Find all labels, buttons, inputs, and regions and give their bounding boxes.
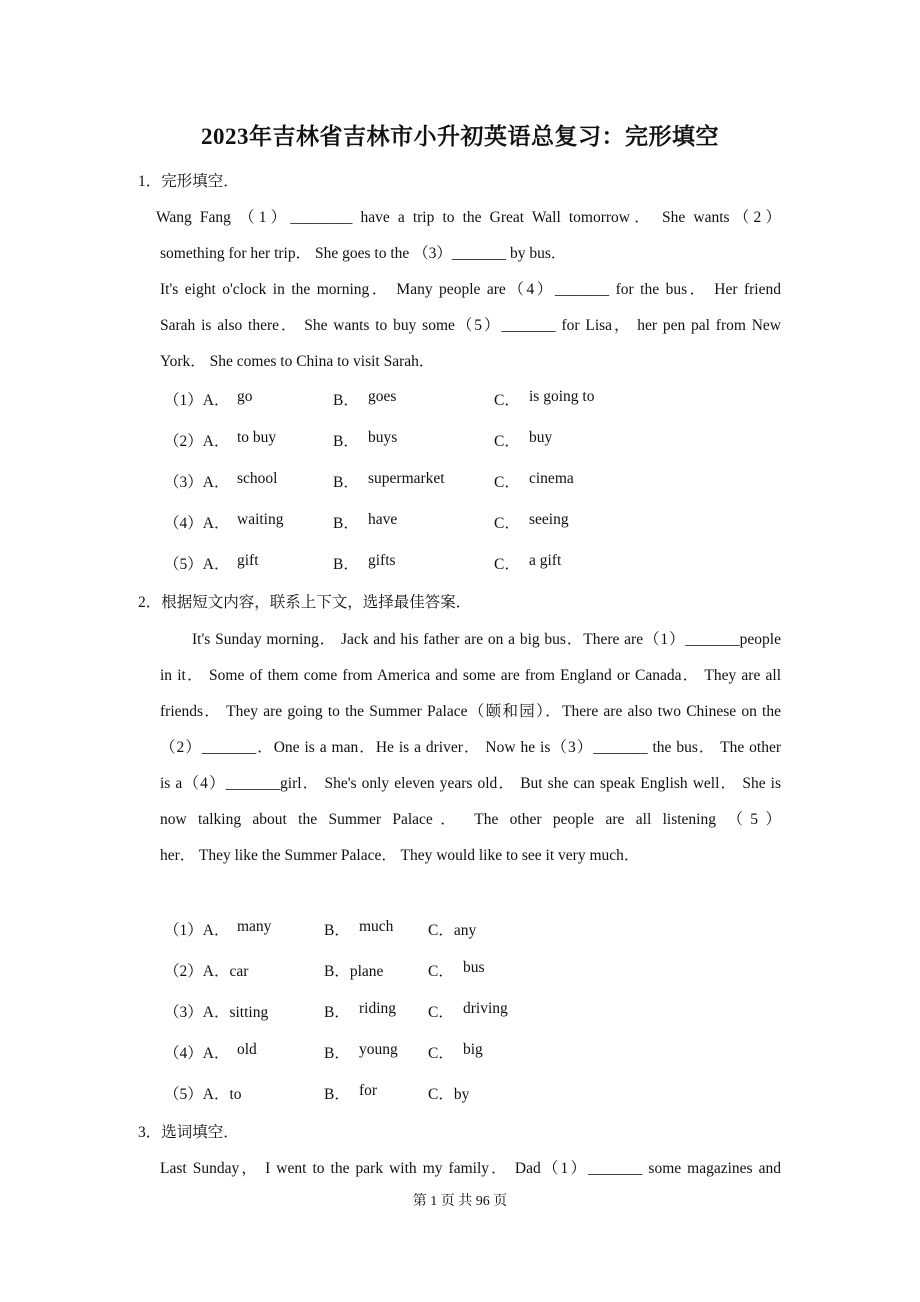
passage-line: in it． Some of them come from America and some are from England or Canada． They are all	[160, 667, 781, 684]
option-label: B．	[324, 1004, 350, 1021]
option-label: C．	[428, 1045, 454, 1062]
option-c[interactable]: seeing	[529, 511, 569, 528]
option-c[interactable]: is going to	[529, 388, 595, 405]
option-b[interactable]: have	[368, 511, 398, 528]
question-2-heading	[138, 590, 471, 612]
option-c[interactable]: a gift	[529, 552, 562, 569]
option-a[interactable]: many	[237, 918, 272, 935]
option-a[interactable]: gift	[237, 552, 259, 569]
option-a[interactable]: （2）A．car	[164, 963, 249, 980]
option-label: B．	[333, 556, 359, 573]
passage-line: now talking about the Summer Palace． The other people are all listening （5）	[160, 811, 781, 828]
option-a[interactable]: to buy	[237, 429, 277, 446]
passage-line: is a（4）_______girl． She's only eleven years old． But she can speak English well． She is	[160, 775, 781, 792]
passage-line: Last Sunday， I went to the park with my family． Dad（1）_______ some magazines and	[160, 1160, 781, 1177]
option-label: B．	[333, 474, 359, 491]
option-label: （4）A．	[164, 1045, 230, 1062]
option-b[interactable]: goes	[368, 388, 397, 405]
option-label: C．	[494, 474, 520, 491]
option-label: （2）A．	[164, 433, 230, 450]
option-label: C．	[494, 433, 520, 450]
option-label: B．	[324, 922, 350, 939]
option-a[interactable]: go	[237, 388, 253, 405]
option-label: （4）A．	[164, 515, 230, 532]
passage-line: Sarah is also there． She wants to buy some（5）_______ for Lisa， her pen pal from New	[160, 317, 781, 334]
option-label: （5）A．	[164, 556, 230, 573]
passage-line: Wang Fang （1）________ have a trip to the Great Wall tomorrow． She wants（2）	[156, 209, 781, 226]
option-c[interactable]: buy	[529, 429, 553, 446]
question-number: 3．	[138, 1124, 162, 1141]
passage-line: friends． They are going to the Summer Palace（颐和园）．There are also two Chinese on the	[160, 703, 781, 720]
option-label: （1）A．	[164, 392, 230, 409]
passage-line: her． They like the Summer Palace． They would like to see it very much．	[160, 847, 640, 864]
option-c[interactable]: C．by	[428, 1086, 470, 1103]
option-a[interactable]: （5）A．to	[164, 1086, 242, 1103]
question-number: 1．	[138, 173, 162, 190]
question-number: 2．	[138, 594, 162, 611]
option-b[interactable]: gifts	[368, 552, 396, 569]
option-label: B．	[333, 433, 359, 450]
option-label: C．	[494, 515, 520, 532]
question-instruction: 根据短文内容，联系上下文，选择最佳答案．	[161, 594, 472, 611]
question-instruction: 选词填空．	[161, 1124, 239, 1141]
option-c[interactable]: driving	[463, 1000, 508, 1017]
option-b[interactable]: buys	[368, 429, 398, 446]
option-b[interactable]: much	[359, 918, 394, 935]
option-label: B．	[324, 1045, 350, 1062]
option-a[interactable]: waiting	[237, 511, 284, 528]
option-label: B．	[324, 1086, 350, 1103]
option-b[interactable]: B．plane	[324, 963, 384, 980]
option-b[interactable]: riding	[359, 1000, 397, 1017]
passage-line: （2）_______．One is a man．He is a driver． Now he is（3）_______ the bus． The other	[160, 739, 781, 756]
option-b[interactable]: young	[359, 1041, 398, 1058]
option-label: B．	[333, 392, 359, 409]
option-c[interactable]: C．any	[428, 922, 477, 939]
option-a[interactable]: school	[237, 470, 278, 487]
option-label: C．	[428, 1004, 454, 1021]
option-c[interactable]: bus	[463, 959, 485, 976]
page-footer: 第 1 页 共 96 页	[412, 1194, 508, 1209]
option-c[interactable]: big	[463, 1041, 483, 1058]
option-b[interactable]: for	[359, 1082, 378, 1099]
option-b[interactable]: supermarket	[368, 470, 445, 487]
option-label: C．	[494, 392, 520, 409]
option-label: C．	[494, 556, 520, 573]
option-label: （1）A．	[164, 922, 230, 939]
option-label: B．	[333, 515, 359, 532]
question-1-heading	[138, 169, 239, 191]
option-c[interactable]: cinema	[529, 470, 574, 487]
option-a[interactable]: （3）A．sitting	[164, 1004, 269, 1021]
option-label: C．	[428, 963, 454, 980]
question-3-heading	[138, 1120, 239, 1142]
option-a[interactable]: old	[237, 1041, 257, 1058]
passage-line: It's Sunday morning． Jack and his father are on a big bus．There are（1）_______people	[192, 631, 781, 648]
passage-line: York． She comes to China to visit Sarah．	[160, 353, 435, 370]
passage-line: something for her trip． She goes to the （3）_______ by bus．	[160, 245, 567, 262]
question-instruction: 完形填空．	[161, 173, 239, 190]
page-title: 2023年吉林省吉林市小升初英语总复习：完形填空	[201, 124, 719, 149]
option-label: （3）A．	[164, 474, 230, 491]
passage-line: It's eight o'clock in the morning． Many people are（4）_______ for the bus． Her friend	[160, 281, 781, 298]
